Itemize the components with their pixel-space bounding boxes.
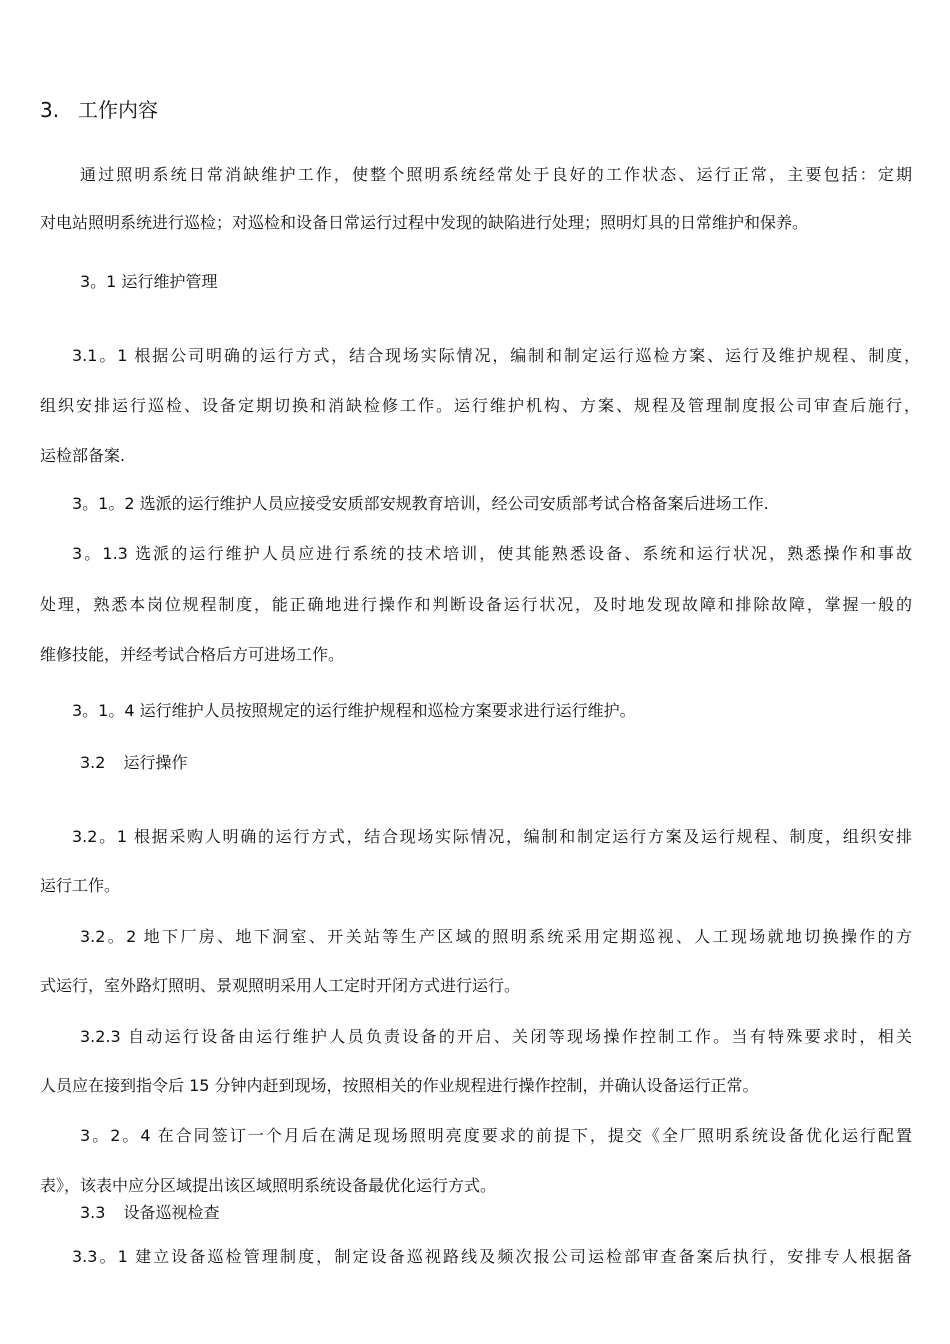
paragraph-3-1-1-line-2: 组织安排运行巡检、设备定期切换和消缺检修工作。运行维护机构、方案、规程及管理制度报公司审查后施行， (40, 396, 920, 415)
paragraph-3-2-3-line-2: 人员应在接到指令后 15 分钟内赶到现场，按照相关的作业规程进行操作控制，并确认设备运行正常。 (40, 1076, 759, 1095)
section-3-number: 3. (40, 98, 60, 122)
intro-line-2: 对电站照明系统进行巡检；对巡检和设备日常运行过程中发现的缺陷进行处理；照明灯具的日常维护和保养。 (40, 213, 809, 232)
paragraph-3-2-2-line-1: 3.2。2 地下厂房、地下洞室、开关站等生产区域的照明系统采用定期巡视、人工现场就地切换操作的方 (80, 927, 912, 946)
section-3-2-heading (80, 753, 187, 773)
section-3-2-title: 运行操作 (123, 753, 188, 772)
section-3-title: 工作内容 (78, 98, 158, 122)
paragraph-3-1-2: 3。1。2 选派的运行维护人员应接受安质部安规教育培训，经公司安质部考试合格备案后进场工作. (72, 494, 769, 513)
section-3-heading (40, 97, 158, 123)
paragraph-3-2-1-line-2: 运行工作。 (40, 876, 121, 895)
section-3-3-heading (80, 1203, 219, 1223)
paragraph-3-1-3-line-3: 维修技能，并经考试合格后方可进场工作。 (40, 645, 345, 664)
section-3-2-number: 3.2 (80, 753, 106, 772)
paragraph-3-1-4: 3。1。4 运行维护人员按照规定的运行维护规程和巡检方案要求进行运行维护。 (72, 701, 636, 720)
paragraph-3-2-2-line-2: 式运行，室外路灯照明、景观照明采用人工定时开闭方式进行运行。 (40, 976, 521, 995)
paragraph-3-2-4-line-1: 3。2。4 在合同签订一个月后在满足现场照明亮度要求的前提下，提交《全厂照明系统设备优化运行配置 (80, 1126, 912, 1145)
section-3-3-number: 3.3 (80, 1203, 106, 1222)
section-3-3-title: 设备巡视检查 (123, 1203, 220, 1222)
paragraph-3-3-1-line-1: 3.3。1 建立设备巡检管理制度，制定设备巡视路线及频次报公司运检部审查备案后执行，安排专人根据备 (72, 1247, 912, 1266)
paragraph-3-1-1-line-3: 运检部备案. (40, 446, 126, 465)
paragraph-3-2-1-line-1: 3.2。1 根据采购人明确的运行方式，结合现场实际情况，编制和制定运行方案及运行规程、制度，组织安排 (72, 827, 912, 846)
paragraph-3-2-3-line-1: 3.2.3 自动运行设备由运行维护人员负责设备的开启、关闭等现场操作控制工作。当有特殊要求时，相关 (80, 1027, 912, 1046)
paragraph-3-1-3-line-2: 处理，熟悉本岗位规程制度，能正确地进行操作和判断设备运行状况，及时地发现故障和排除故障，掌握一般的 (40, 595, 912, 614)
paragraph-3-1-3-line-1: 3。1.3 选派的运行维护人员应进行系统的技术培训，使其能熟悉设备、系统和运行状况，熟悉操作和事故 (72, 544, 912, 563)
intro-line-1: 通过照明系统日常消缺维护工作，使整个照明系统经常处于良好的工作状态、运行正常，主要包括：定期 (80, 165, 912, 184)
paragraph-3-1-1-line-1: 3.1。1 根据公司明确的运行方式，结合现场实际情况，编制和制定运行巡检方案、运行及维护规程、制度， (72, 346, 920, 365)
paragraph-3-2-4-line-2: 表》，该表中应分区域提出该区域照明系统设备最优化运行方式。 (40, 1176, 497, 1195)
section-3-1-heading: 3。1 运行维护管理 (80, 272, 218, 291)
